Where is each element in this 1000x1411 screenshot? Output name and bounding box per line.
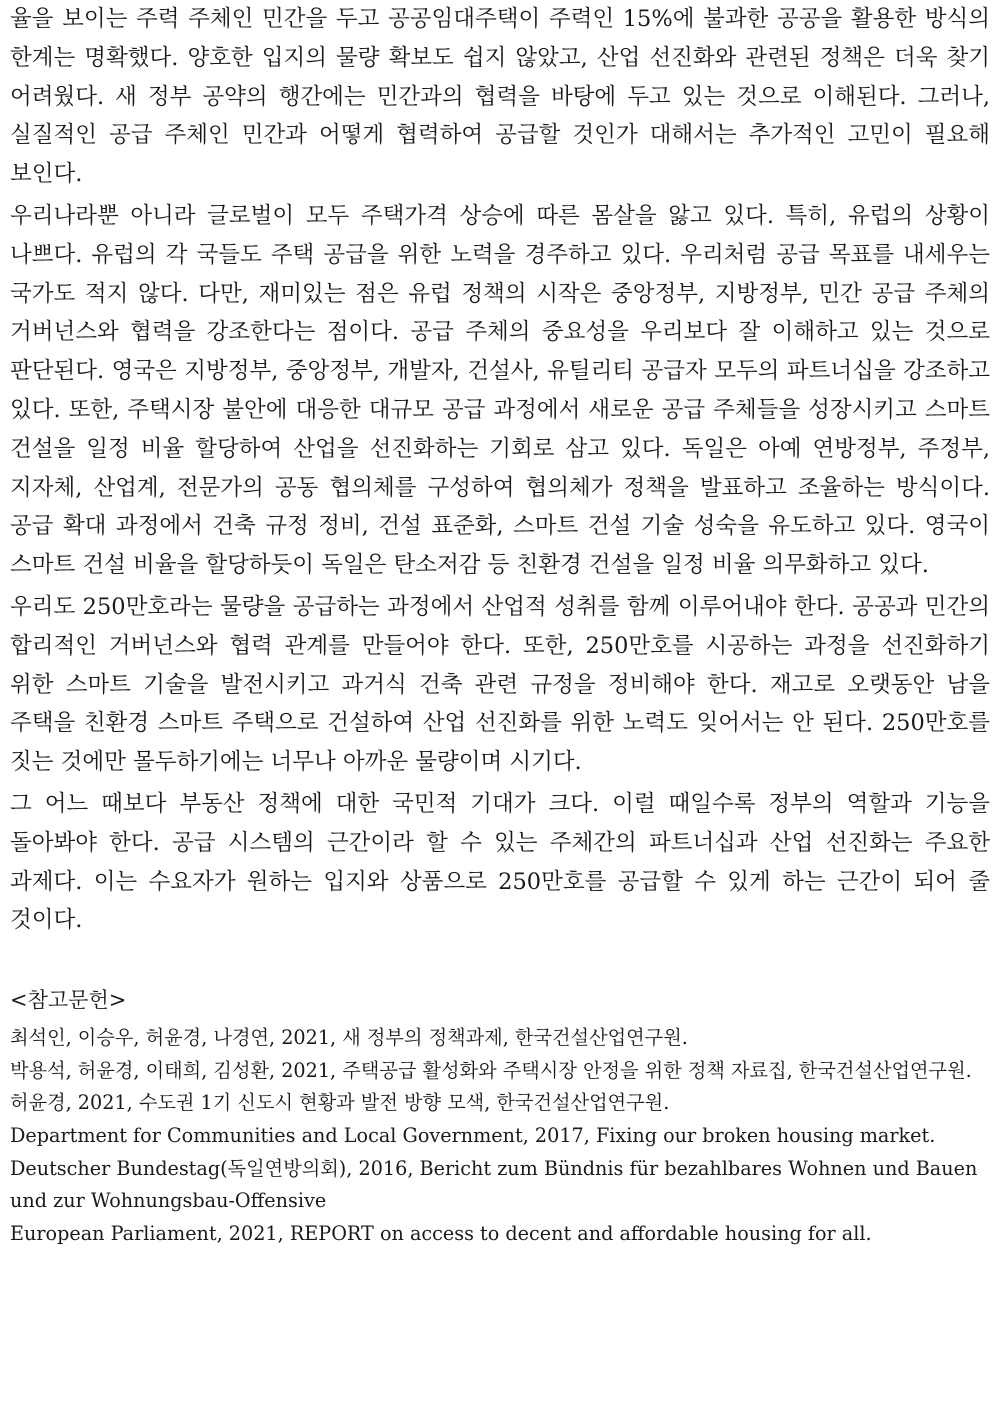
reference-item: Department for Communities and Local Government, 2017, Fixing our broken housing market. [10, 1123, 936, 1147]
body-text [10, 0, 990, 940]
reference-item: Deutscher Bundestag(독일연방의회), 2016, Bericht zum Bündnis für bezahlbares Wohnen und Bauen und zur Wohnungsbau-Offensive [10, 1156, 978, 1213]
paragraph-1: 율을 보이는 주력 주체인 민간을 두고 공공임대주택이 주력인 15%에 불과한 공공을 활용한 방식의 한계는 명확했다. 양호한 입지의 물량 확보도 쉽지 않았고, 산업 선진화와 관련된 정책은 더욱 찾기 어려웠다. 새 정부 공약의 행간에는 민간과의 협력을 바탕에 두고 있는 것으로 이해된다. 그러나, 실질적인 공급 주체인 민간과 어떻게 협력하여 공급할 것인가 대해서는 추가적인 고민이 필요해 보인다. [10, 6, 990, 188]
references-list [10, 1022, 990, 1250]
paragraph-4: 그 어느 때보다 부동산 정책에 대한 국민적 기대가 크다. 이럴 때일수록 정부의 역할과 기능을 돌아봐야 한다. 공급 시스템의 근간이라 할 수 있는 주체간의 파트너십과 산업 선진화는 주요한 과제다. 이는 수요자가 원하는 입지와 상품으로 250만호를 공급할 수 있게 하는 근간이 되어 줄 것이다. [10, 790, 990, 934]
reference-item: 허윤경, 2021, 수도권 1기 신도시 현황과 발전 방향 모색, 한국건설산업연구원. [10, 1091, 670, 1115]
reference-item: 박용석, 허윤경, 이태희, 김성환, 2021, 주택공급 활성화와 주택시장 안정을 위한 정책 자료집, 한국건설산업연구원. [10, 1058, 972, 1082]
reference-item: European Parliament, 2021, REPORT on access to decent and affordable housing for all. [10, 1221, 872, 1245]
paragraph-2: 우리나라뿐 아니라 글로벌이 모두 주택가격 상승에 따른 몸살을 앓고 있다. 특히, 유럽의 상황이 나쁘다. 유럽의 각 국들도 주택 공급을 위한 노력을 경주하고 있다. 우리처럼 공급 목표를 내세우는 국가도 적지 않다. 다만, 재미있는 점은 유럽 정책의 시작은 중앙정부, 지방정부, 민간 공급 주체의 거버넌스와 협력을 강조한다는 점이다. 공급 주체의 중요성을 우리보다 잘 이해하고 있는 것으로 판단된다. 영국은 지방정부, 중앙정부, 개발자, 건설사, 유틸리티 공급자 모두의 파트너십을 강조하고 있다. 또한, 주택시장 불안에 대응한 대규모 공급 과정에서 새로운 공급 주체들을 성장시키고 스마트 건설을 일정 비율 할당하여 산업을 선진화하는 기회로 삼고 있다. 독일은 아예 연방정부, 주정부, 지자체, 산업계, 전문가의 공동 협의체를 구성하여 협의체가 정책을 발표하고 조율하는 방식이다. 공급 확대 과정에서 건축 규정 정비, 건설 표준화, 스마트 건설 기술 성숙을 유도하고 있다. 영국이 스마트 건설 비율을 할당하듯이 독일은 탄소저감 등 친환경 건설을 일정 비율 의무화하고 있다. [10, 202, 990, 579]
reference-item: 최석인, 이승우, 허윤경, 나경연, 2021, 새 정부의 정책과제, 한국건설산업연구원. [10, 1026, 688, 1050]
references-section [10, 982, 990, 1250]
paragraph-3: 우리도 250만호라는 물량을 공급하는 과정에서 산업적 성취를 함께 이루어내야 한다. 공공과 민간의 합리적인 거버넌스와 협력 관계를 만들어야 한다. 또한, 250만호를 시공하는 과정을 선진화하기 위한 스마트 기술을 발전시키고 과거식 건축 관련 규정을 정비해야 한다. 재고로 오랫동안 남을 주택을 친환경 스마트 주택으로 건설하여 산업 선진화를 위한 노력도 잊어서는 안 된다. 250만호를 짓는 것에만 몰두하기에는 너무나 아까운 물량이며 시기다. [10, 593, 990, 776]
references-title: <참고문헌> [10, 988, 127, 1013]
